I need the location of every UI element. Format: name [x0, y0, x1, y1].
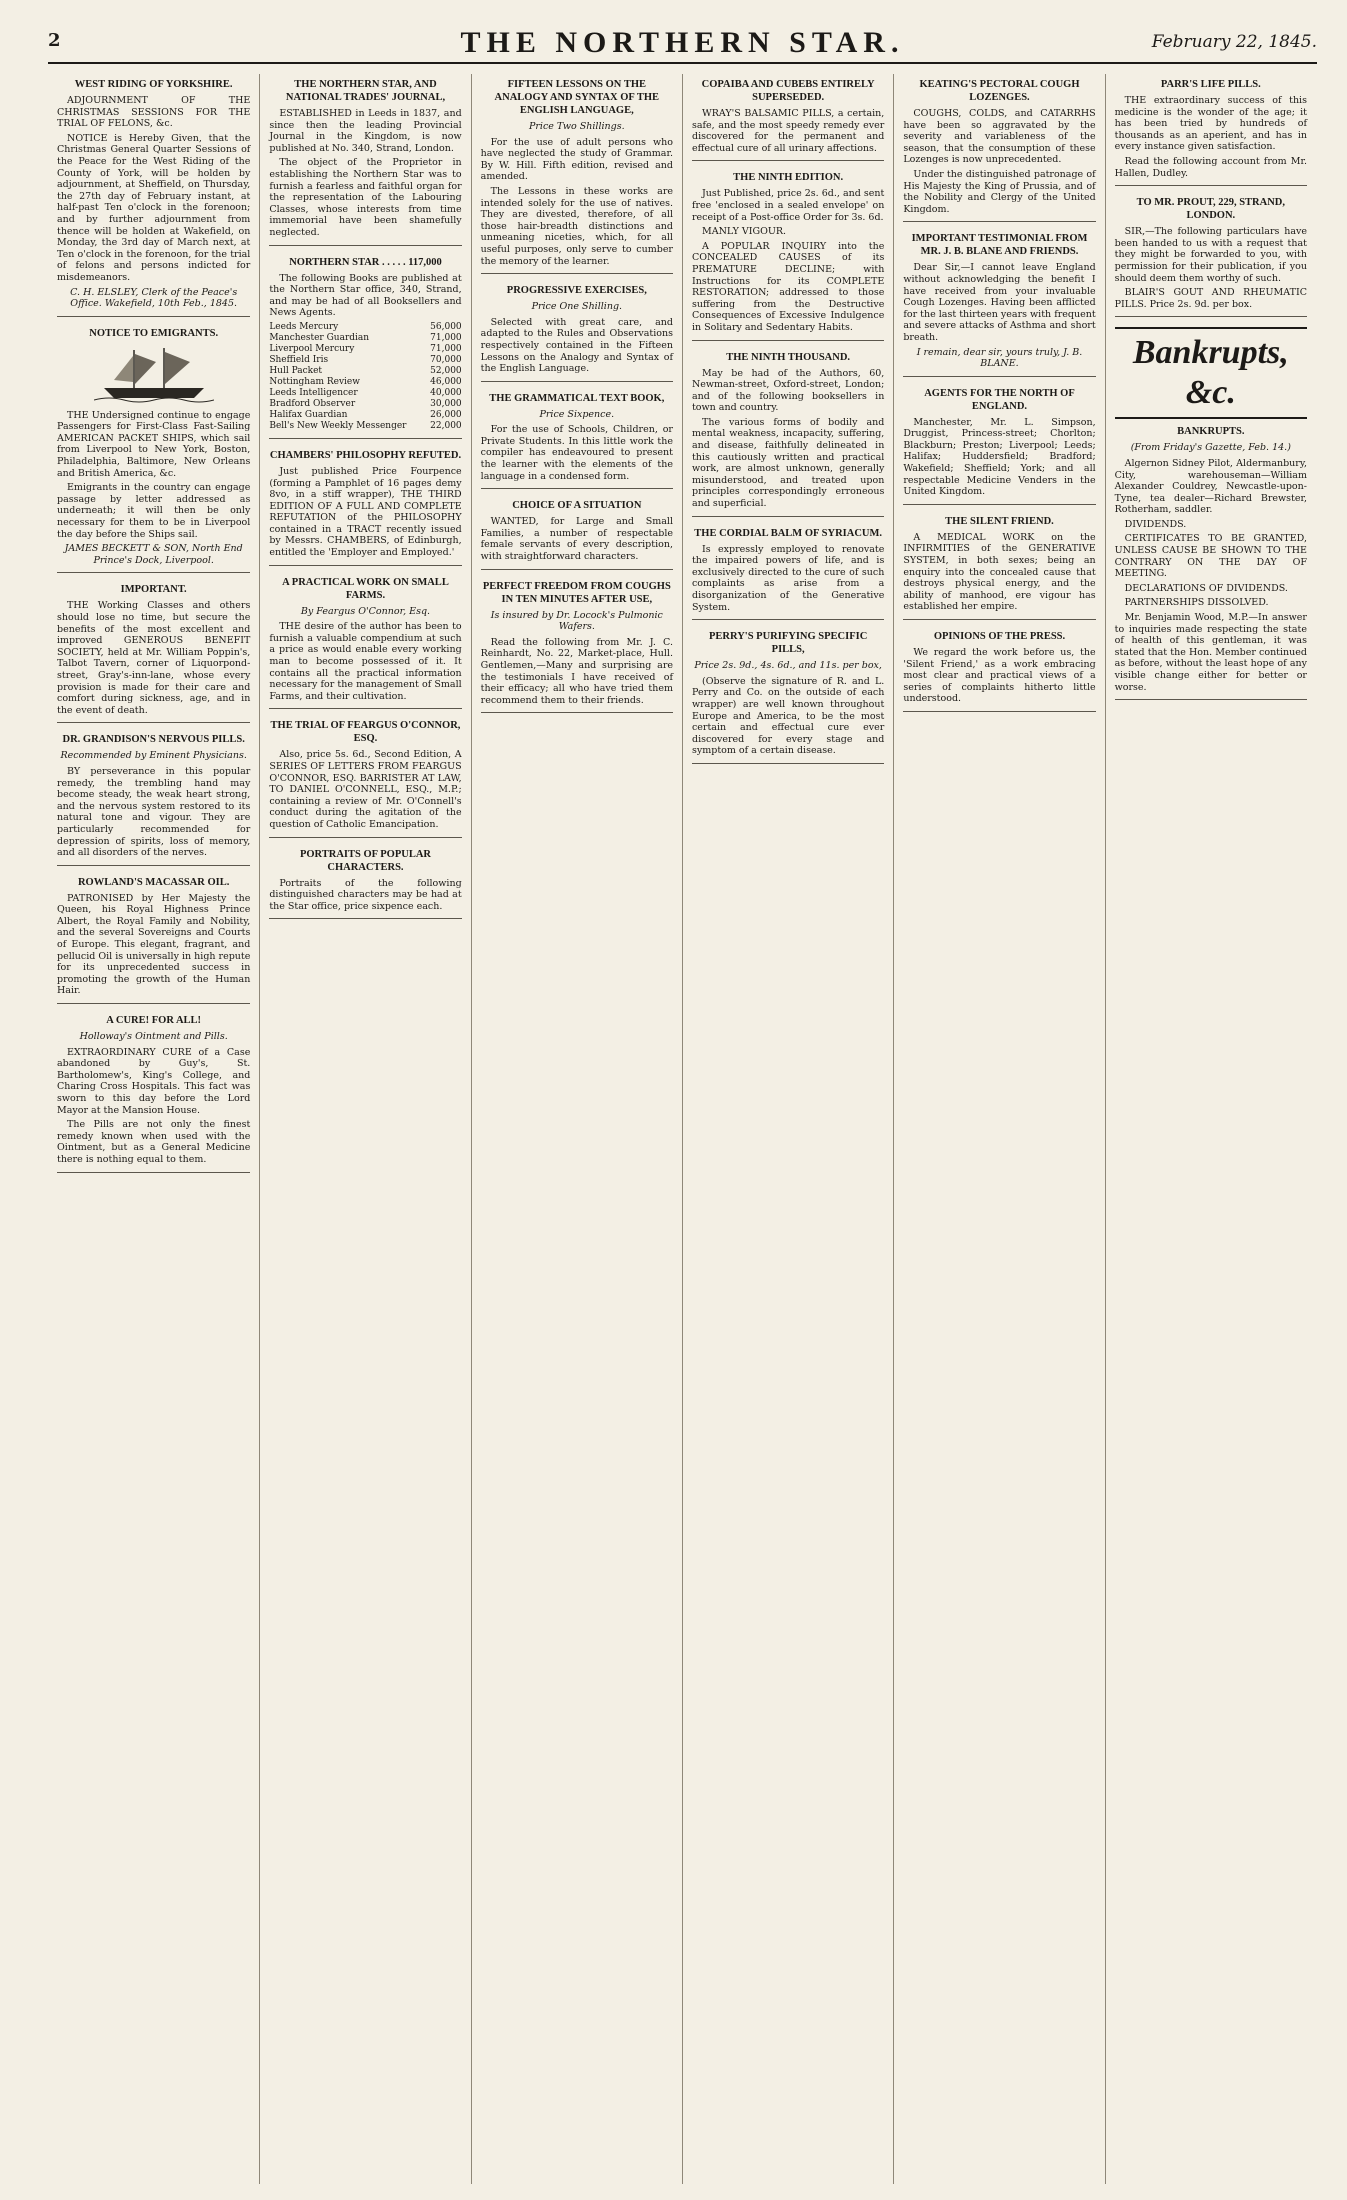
paragraph: The Lessons in these works are intended solely for the use of natives. They are divested, therefore, of all those hair-breadth distinctions and unmeaning niceties, which, for all useful purposes, only serve to cumber the memory of the learner.	[480, 185, 673, 267]
stamp-count: 56,000	[430, 321, 462, 332]
article	[269, 576, 461, 710]
article-body	[692, 368, 884, 510]
signature-line: I remain, dear sir, yours truly, J. B. BLANE.	[916, 346, 1083, 370]
article-heading: THE NINTH EDITION.	[733, 172, 844, 184]
divider	[1115, 699, 1307, 700]
paragraph: A POPULAR INQUIRY into the CONCEALED CAUSES of its PREMATURE DECLINE; with Instructions for its COMPLETE RESTORATION; addressed to those suffering from the Destructive Consequences of Excessive Indulgence in Solitary and Sedentary Habits.	[691, 240, 885, 333]
article-heading: NORTHERN STAR . . . . . 117,000	[289, 256, 442, 268]
article-heading: ROWLAND'S MACASSAR OIL.	[77, 876, 230, 888]
article-body	[692, 544, 884, 614]
paragraph: PARTNERSHIPS DISSOLVED.	[1124, 597, 1269, 609]
paragraph: EXTRAORDINARY CURE of a Case abandoned by Guy's, St. Bartholomew's, King's College, and Charing Cross Hospitals. This fact was sworn to this day before the Lord Mayor at the Mansion House.	[57, 1046, 251, 1116]
article-body	[57, 95, 250, 284]
article	[269, 78, 461, 246]
stamp-count: 52,000	[430, 365, 462, 376]
column-1	[48, 74, 259, 2184]
article-body	[57, 600, 250, 716]
article-body	[903, 647, 1095, 705]
article	[269, 719, 461, 837]
paragraph: NOTICE is Hereby Given, that the Christmas General Quarter Sessions of the Peace for the West Riding of the County of York, will be holden by adjournment, at Sheffield, on Thursday, the 27th day of February instant, at half-past Ten o'clock in the forenoon; and by further adjournment from thence will be holden at Wakefield, on Monday, the 3rd day of March next, at Ten o'clock in the forenoon, for the trial of felons and persons indicted for misdemeanors.	[57, 132, 251, 283]
paragraph: COUGHS, COLDS, and CATARRHS have been so aggravated by the severity and variableness of the season, that the consumption of these Lozenges is now unprecedented.	[903, 108, 1096, 166]
table-row	[269, 377, 461, 388]
paper-name: Halifax Guardian	[269, 409, 348, 420]
article-body	[481, 516, 673, 562]
article	[903, 232, 1095, 376]
divider	[692, 160, 884, 161]
article-heading: TO MR. PROUT, 229, STRAND, LONDON.	[1136, 197, 1285, 222]
paragraph: We regard the work before us, the 'Silent Friend,' as a work embracing most clear and practical views of a series of complaints hitherto little understood.	[903, 647, 1096, 705]
paragraph: The object of the Proprietor in establishing the Northern Star was to furnish a fearless and faithful organ for the representation of the Labouring Classes, whose interests from time immemorial have been shamefully neglected.	[269, 157, 462, 238]
section-heading: Bankrupts, &c.	[1115, 327, 1307, 419]
article	[903, 515, 1095, 620]
paragraph: Just published Price Fourpence (forming a Pamphlet of 16 pages demy 8vo, in a stiff wrapper), THE THIRD EDITION OF A FULL AND COMPLETE REFUTATION of the PHILOSOPHY contained in a TRACT recently issued by Messrs. CHAMBERS, of Edinburgh, entitled the 'Employer and Employed.'	[269, 465, 462, 559]
paragraph: SIR,—The following particulars have been handed to us with a request that they might be forwarded to you, with permission for their publication, if you should deem them worthy of such.	[1114, 226, 1307, 284]
article-heading: COPAIBA AND CUBEBS ENTIRELY SUPERSEDED.	[701, 79, 875, 103]
paper-name: Nottingham Review	[269, 376, 360, 387]
paragraph: Read the following from Mr. J. C. Reinhardt, No. 22, Market-place, Hull. Gentlemen,—Many and surprising are the testimonials I have received of their efficacy; all who have tried them recommend them to their friends.	[480, 636, 673, 706]
table-row	[269, 388, 461, 399]
paragraph: For the use of Schools, Children, or Private Students. In this little work the compiler has endeavoured to present the learner with the elements of the language in a condensed form.	[480, 424, 673, 482]
divider	[57, 316, 250, 317]
article	[1115, 78, 1307, 186]
article-body	[692, 676, 884, 757]
article	[903, 630, 1095, 712]
stamp-count: 40,000	[430, 387, 462, 398]
article-heading: THE CORDIAL BALM OF SYRIACUM.	[694, 527, 883, 539]
article	[481, 78, 673, 274]
article-subheading: Recommended by Eminent Physicians.	[60, 750, 247, 762]
article-body	[481, 424, 673, 482]
article-heading: THE TRIAL OF FEARGUS O'CONNOR, ESQ.	[270, 720, 461, 745]
paper-name: Sheffield Iris	[269, 354, 329, 365]
article-body	[903, 262, 1095, 343]
article-heading: WEST RIDING OF YORKSHIRE.	[74, 79, 233, 90]
table-row	[269, 322, 461, 333]
paragraph: The various forms of bodily and mental weakness, incapacity, suffering, and disease, faithfully delineated in this cautiously written and practical work, are almost unknown, generally misunderstood, and treated upon principles correspondingly erroneous and superficial.	[691, 416, 885, 510]
article	[269, 449, 461, 566]
paragraph: BLAIR'S GOUT AND RHEUMATIC PILLS. Price 2s. 9d. per box.	[1114, 287, 1307, 310]
article-heading: A CURE! FOR ALL!	[106, 1015, 202, 1027]
article	[692, 527, 884, 621]
paragraph: Selected with great care, and adapted to the Rules and Observations respectively contained in the Fifteen Lessons on the Analogy and Syntax of the English Language.	[480, 316, 673, 375]
paragraph: WRAY'S BALSAMIC PILLS, a certain, safe, and the most speedy remedy ever discovered for the permanent and effectual cure of all urinary affections.	[691, 108, 885, 154]
divider	[269, 918, 461, 919]
divider	[269, 708, 461, 709]
article	[903, 78, 1095, 222]
paper-name: Bradford Observer	[269, 398, 356, 409]
stamp-count: 71,000	[430, 332, 462, 343]
divider	[481, 488, 673, 489]
article-heading: DR. GRANDISON'S NERVOUS PILLS.	[62, 734, 245, 746]
article	[57, 733, 250, 865]
newspaper-title: THE NORTHERN STAR.	[460, 26, 905, 59]
columns	[48, 74, 1316, 2184]
column-2	[259, 74, 470, 2184]
article	[269, 848, 461, 920]
divider	[692, 763, 884, 764]
table-row	[269, 366, 461, 377]
article	[57, 327, 250, 574]
paragraph: For the use of adult persons who have neglected the study of Grammar. By W. Hill. Fifth edition, revised and amended.	[480, 136, 673, 183]
table-row	[269, 410, 461, 421]
article-heading: THE GRAMMATICAL TEXT BOOK,	[489, 392, 665, 404]
table-row	[269, 344, 461, 355]
divider	[57, 572, 250, 573]
divider	[57, 722, 250, 723]
paragraph: Manchester, Mr. L. Simpson, Druggist, Princess-street; Chorlton; Blackburn; Preston; Liverpool; Leeds; Halifax; Huddersfield; Bradford; Wakefield; Sheffield; York; and all respectable Medicine Venders in the United Kingdom.	[903, 416, 1096, 498]
article-body	[692, 108, 884, 154]
divider	[269, 837, 461, 838]
article-subheading: Price 2s. 9d., 4s. 6d., and 11s. per box,	[694, 660, 882, 672]
divider	[57, 1172, 250, 1173]
paragraph: PATRONISED by Her Majesty the Queen, his Royal Highness Prince Albert, the Royal Family and Nobility, and the several Sovereigns and Courts of Europe. This elegant, fragrant, and pellucid Oil is universally in high repute for its unprecedented success in promoting the growth of the Human Hair.	[57, 892, 251, 997]
stamp-count: 30,000	[430, 398, 462, 409]
article-heading: PERRY'S PURIFYING SPECIFIC PILLS,	[709, 631, 868, 656]
paragraph: May be had of the Authors, 60, Newman-street, Oxford-street, London; and of the following booksellers in town and country.	[691, 367, 885, 414]
divider	[481, 381, 673, 382]
paragraph: Also, price 5s. 6d., Second Edition, A SERIES OF LETTERS FROM FEARGUS O'CONNOR, ESQ. BARRISTER AT LAW, TO DANIEL O'CONNELL, ESQ., M.P.; containing a review of Mr. O'Connell's conduct during the agitation of the question of Catholic Emancipation.	[269, 749, 462, 830]
paragraph: Dear Sir,—I cannot leave England without acknowledging the benefit I have received from your invaluable Cough Lozenges. Having been afflicted for the last thirteen years with frequent and severe attacks of Asthma and short breath.	[903, 262, 1096, 343]
divider	[481, 712, 673, 713]
article-heading: FIFTEEN LESSONS ON THE ANALOGY AND SYNTAX OF THE ENGLISH LANGUAGE,	[494, 79, 660, 116]
table-row	[269, 399, 461, 410]
article	[1115, 327, 1307, 700]
divider	[269, 438, 461, 439]
column-3	[471, 74, 682, 2184]
stamp-return-table	[269, 322, 461, 432]
article-subheading: Price One Shilling.	[531, 301, 623, 313]
paper-name: Liverpool Mercury	[269, 343, 355, 354]
paragraph: Algernon Sidney Pilot, Aldermanbury, City, warehouseman—William Alexander Couldrey, Newcastle-upon-Tyne, tea dealer—Richard Brewster, Rotherham, saddler.	[1114, 457, 1307, 516]
paragraph: THE Undersigned continue to engage Passengers for First-Class Fast-Sailing AMERICAN PACKET SHIPS, which sail from Liverpool to New York, Boston, Philadelphia, Baltimore, New Orleans and British America, &c.	[57, 409, 251, 479]
stamp-count: 71,000	[430, 343, 462, 354]
article-heading: A PRACTICAL WORK ON SMALL FARMS.	[282, 576, 449, 601]
article	[57, 78, 250, 317]
article-heading: CHOICE OF A SITUATION	[512, 500, 642, 512]
article-heading: THE SILENT FRIEND.	[945, 515, 1054, 527]
article-heading: NOTICE TO EMIGRANTS.	[89, 327, 219, 339]
page-number: 2	[48, 30, 61, 51]
article-heading: PARR'S LIFE PILLS.	[1160, 79, 1261, 90]
paragraph: DECLARATIONS OF DIVIDENDS.	[1124, 582, 1288, 594]
paper-name: Manchester Guardian	[269, 332, 370, 343]
divider	[903, 221, 1095, 222]
paper-name: Hull Packet	[269, 365, 323, 376]
paragraph: CERTIFICATES TO BE GRANTED, UNLESS CAUSE BE SHOWN TO THE CONTRARY ON THE DAY OF MEETING.	[1114, 533, 1307, 580]
paragraph: THE desire of the author has been to furnish a valuable compendium at such a price as would enable every working man to become possessed of it. It contains all the practical information necessary for the management of Small Farms, and their cultivation.	[269, 621, 462, 702]
masthead	[48, 26, 1317, 64]
article-body	[481, 317, 673, 375]
article-subheading: Price Sixpence.	[539, 408, 615, 420]
signature-line: JAMES BECKETT & SON, North End Prince's Dock, Liverpool.	[64, 543, 243, 566]
divider	[903, 711, 1095, 712]
divider	[692, 516, 884, 517]
article-body	[269, 273, 461, 319]
article-body	[269, 466, 461, 559]
stamp-count: 22,000	[430, 420, 462, 431]
article	[481, 580, 673, 714]
divider	[1115, 185, 1307, 186]
article-subheading: Price Two Shillings.	[528, 121, 625, 132]
paragraph: BY perseverance in this popular remedy, the trembling hand may become steady, the weak heart strong, and the nervous system restored to its natural tone and vigour. They are particularly recommended for depression of spirits, loss of memory, and all disorders of the nerves.	[57, 765, 251, 859]
stamp-count: 46,000	[430, 376, 462, 387]
article-body	[903, 417, 1095, 498]
article-heading: OPINIONS OF THE PRESS.	[933, 631, 1066, 642]
ship-illustration	[94, 344, 214, 404]
divider	[903, 504, 1095, 505]
divider	[481, 569, 673, 570]
article	[692, 171, 884, 340]
article	[692, 351, 884, 517]
article	[481, 284, 673, 382]
article-heading: IMPORTANT TESTIMONIAL FROM MR. J. B. BLANE AND FRIENDS.	[911, 233, 1088, 258]
stamp-count: 70,000	[430, 354, 462, 365]
article-body	[692, 188, 884, 333]
divider	[1115, 316, 1307, 317]
paragraph: THE Working Classes and others should lose no time, but secure the benefits of the most excellent and improved GENEROUS BENEFIT SOCIETY, held at Mr. William Poppin's, Talbot Tavern, corner of Liquorpond-street, Gray's-inn-lane, whose every provision is made for their care and comfort during sickness, age, and in the event of death.	[57, 600, 251, 716]
article-heading: CHAMBERS' PHILOSOPHY REFUTED.	[269, 449, 462, 461]
article-body	[269, 621, 461, 702]
stamp-count: 26,000	[430, 409, 462, 420]
paragraph: Read the following account from Mr. Hallen, Dudley.	[1114, 155, 1307, 179]
divider	[692, 619, 884, 620]
article-heading: BANKRUPTS.	[1177, 426, 1245, 438]
article-heading: KEATING'S PECTORAL COUGH LOZENGES.	[919, 79, 1080, 103]
paragraph: A MEDICAL WORK on the INFIRMITIES of the GENERATIVE SYSTEM, in both sexes; being an enquiry into the concealed cause that destroys physical energy, and the ability of manhood, ere vigour has established her empire.	[903, 531, 1096, 613]
paragraph: The following Books are published at the Northern Star office, 340, Strand, and may be had of all Booksellers and News Agents.	[269, 272, 462, 319]
article-body	[481, 637, 673, 707]
paragraph: (Observe the signature of R. and L. Perry and Co. on the outside of each wrapper) are well known throughout Europe and America, to be the most certain and effectual cure ever discovered for every stage and symptom of a certain disease.	[691, 675, 885, 757]
article	[481, 392, 673, 490]
article	[1115, 196, 1307, 317]
article-body	[903, 108, 1095, 215]
divider	[481, 273, 673, 274]
article	[269, 256, 461, 439]
paragraph: MANLY VIGOUR.	[701, 226, 787, 238]
article	[903, 387, 1095, 505]
divider	[269, 565, 461, 566]
paragraph: Just Published, price 2s. 6d., and sent free 'enclosed in a sealed envelope' on receipt of a Post-office Order for 3s. 6d.	[691, 188, 885, 223]
article-heading: THE NORTHERN STAR, AND NATIONAL TRADES' JOURNAL,	[285, 79, 446, 103]
signature-line: C. H. ELSLEY, Clerk of the Peace's Office. Wakefield, 10th Feb., 1845.	[70, 286, 238, 310]
article-body	[1115, 226, 1307, 310]
divider	[57, 1003, 250, 1004]
article-body	[903, 532, 1095, 613]
table-row	[269, 333, 461, 344]
paragraph: Is expressly employed to renovate the impaired powers of life, and is exclusively directed to the cure of such complaints as arise from a disorganization of the Generative System.	[691, 543, 885, 613]
article-body	[481, 137, 673, 268]
table-row	[269, 355, 461, 366]
paper-name: Bell's New Weekly Messenger	[269, 420, 407, 431]
issue-date: February 22, 1845.	[1151, 32, 1317, 52]
article-body	[269, 749, 461, 830]
divider	[903, 376, 1095, 377]
article-body	[1115, 458, 1307, 693]
article-heading: AGENTS FOR THE NORTH OF ENGLAND.	[924, 387, 1075, 412]
paragraph: WANTED, for Large and Small Families, a number of respectable female servants of every description, with straightforward characters.	[480, 516, 673, 563]
paper-name: Leeds Mercury	[269, 321, 339, 332]
article-subheading: (From Friday's Gazette, Feb. 14.)	[1130, 442, 1291, 454]
article	[57, 583, 250, 723]
article-subheading: Is insured by Dr. Locock's Pulmonic Wafers.	[490, 609, 663, 633]
article-body	[269, 878, 461, 913]
article	[692, 78, 884, 161]
paragraph: ADJOURNMENT OF THE CHRISTMAS SESSIONS FOR THE TRIAL OF FELONS, &c.	[57, 95, 251, 130]
article	[692, 630, 884, 764]
article	[57, 876, 250, 1004]
table-row	[269, 421, 461, 432]
paper-name: Leeds Intelligencer	[269, 387, 358, 398]
divider	[57, 865, 250, 866]
paragraph: Mr. Benjamin Wood, M.P.—In answer to inquiries made respecting the state of health of this gentleman, it was stated that the Hon. Member continued as before, without the least hope of any visible change either for better or worse.	[1114, 612, 1307, 693]
article-body	[57, 410, 250, 541]
article-heading: PERFECT FREEDOM FROM COUGHS IN TEN MINUTES AFTER USE,	[482, 580, 671, 605]
article-subheading: By Feargus O'Connor, Esq.	[300, 605, 431, 617]
article-subheading: Holloway's Ointment and Pills.	[79, 1031, 228, 1043]
article-heading: THE NINTH THOUSAND.	[726, 351, 851, 363]
divider	[692, 340, 884, 341]
paragraph: THE extraordinary success of this medicine is the wonder of the age; it has been tried by hundreds of thousands as an aperient, and has in every instance given satisfaction.	[1114, 95, 1307, 153]
column-5	[893, 74, 1104, 2184]
paragraph: ESTABLISHED in Leeds in 1837, and since then the leading Provincial Journal in the Kingdom, is now published at No. 340, Strand, London.	[269, 108, 462, 154]
article-body	[57, 766, 250, 859]
article-heading: PROGRESSIVE EXERCISES,	[506, 285, 647, 297]
divider	[269, 245, 461, 246]
paragraph: Under the distinguished patronage of His Majesty the King of Prussia, and of the Nobility and Clergy of the United Kingdom.	[903, 168, 1096, 215]
paragraph: The Pills are not only the finest remedy known when used with the Ointment, but as a General Medicine there is nothing equal to them.	[57, 1119, 251, 1165]
paragraph: DIVIDENDS.	[1124, 518, 1187, 530]
article-body	[269, 108, 461, 239]
article-body	[57, 893, 250, 997]
paragraph: Portraits of the following distinguished characters may be had at the Star office, price sixpence each.	[269, 877, 462, 912]
column-6	[1105, 74, 1316, 2184]
article	[57, 1014, 250, 1173]
article-heading: IMPORTANT.	[120, 584, 187, 596]
divider	[903, 619, 1095, 620]
paragraph: Emigrants in the country can engage passage by letter addressed as underneath; it will then be only necessary for them to be in Liverpool the day before the Ships sail.	[57, 482, 251, 540]
article-body	[57, 1047, 250, 1166]
column-4	[682, 74, 893, 2184]
article	[481, 499, 673, 569]
article-body	[1115, 95, 1307, 179]
article-heading: PORTRAITS OF POPULAR CHARACTERS.	[299, 848, 432, 873]
